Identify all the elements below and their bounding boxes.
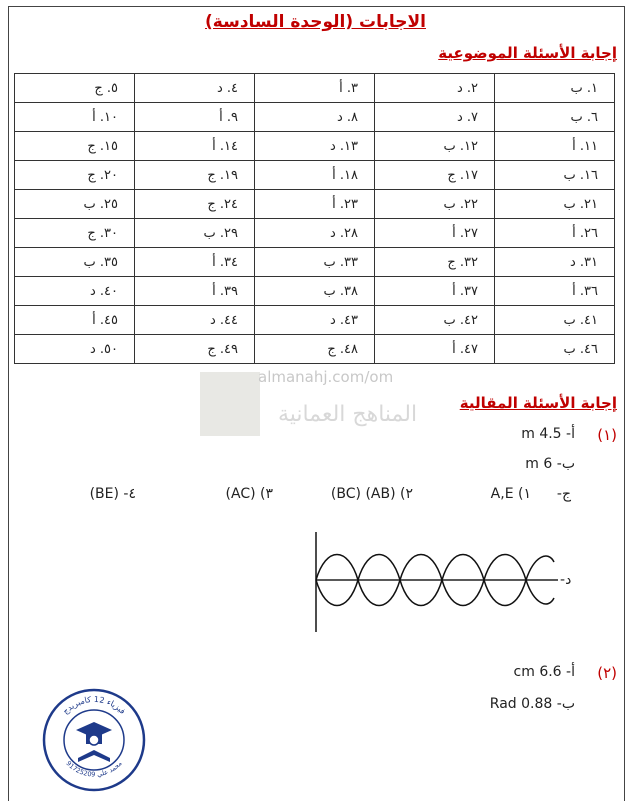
q1-c-item-2: ٢) (AB) (BC) [330, 486, 413, 502]
mcq-row [15, 190, 615, 219]
mcq-answer-cell: ٣٧. أ [375, 277, 495, 306]
mcq-answer-cell: ٤٦. ب [495, 335, 615, 364]
mcq-answer-cell: ٢. د [375, 74, 495, 103]
logo-bottom-text: محمد علي 91725209 [64, 759, 124, 779]
mcq-answer-cell: ٣٤. أ [135, 248, 255, 277]
mcq-answer-cell: ٤٩. ج [135, 335, 255, 364]
mcq-answer-cell: ١٦. ب [495, 161, 615, 190]
mcq-answer-cell: ١٠. أ [15, 103, 135, 132]
essay-heading: إجابة الأسئلة المقالية [459, 394, 617, 412]
mcq-heading: إجابة الأسئلة الموضوعية [438, 44, 617, 62]
mcq-answer-cell: ٣٥. ب [15, 248, 135, 277]
mcq-answer-cell: ٢٧. أ [375, 219, 495, 248]
mcq-answer-cell: ٢٨. د [255, 219, 375, 248]
mcq-answer-cell: ٣٩. أ [135, 277, 255, 306]
mcq-row [15, 132, 615, 161]
mcq-answer-cell: ٨. د [255, 103, 375, 132]
mcq-answer-cell: ١٣. د [255, 132, 375, 161]
mcq-answer-cell: ٣٢. ج [375, 248, 495, 277]
logo-top-text: فيزياء 12 كامبريدج [60, 694, 128, 716]
mcq-answer-cell: ٢٩. ب [135, 219, 255, 248]
q1-c-item-3: ٣) (AC) [225, 486, 273, 502]
mcq-answer-cell: ٤٧. أ [375, 335, 495, 364]
mcq-answer-cell: ١. ب [495, 74, 615, 103]
q1-c-label: ج- [556, 486, 571, 502]
school-logo-stamp [42, 688, 146, 792]
mcq-row [15, 277, 615, 306]
mcq-answer-cell: ١٩. ج [135, 161, 255, 190]
q2-answer-b: ب- 0.88 Rad [489, 696, 575, 712]
mcq-answer-cell: ٦. ب [495, 103, 615, 132]
mcq-answer-cell: ٢٦. أ [495, 219, 615, 248]
mcq-answer-cell: ٣٨. ب [255, 277, 375, 306]
mcq-answer-cell: ٤٢. ب [375, 306, 495, 335]
mcq-answer-cell: ١٢. ب [375, 132, 495, 161]
mcq-row [15, 306, 615, 335]
mcq-answer-cell: ٤٤. د [135, 306, 255, 335]
mcq-answer-cell: ٤٨. ج [255, 335, 375, 364]
mcq-answer-cell: ٣٠. ج [15, 219, 135, 248]
mcq-answer-cell: ٢٣. أ [255, 190, 375, 219]
watermark [200, 368, 460, 442]
mcq-answer-cell: ٥٠. د [15, 335, 135, 364]
mcq-answer-cell: ٢٥. ب [15, 190, 135, 219]
mcq-row [15, 248, 615, 277]
mcq-answer-cell: ١٥. ج [15, 132, 135, 161]
watermark-logo [200, 372, 260, 436]
mcq-row [15, 161, 615, 190]
mcq-answer-cell: ١٤. أ [135, 132, 255, 161]
q1-answer-a: أ- 4.5 m [521, 426, 575, 442]
mcq-row [15, 219, 615, 248]
mcq-answer-table [14, 73, 615, 364]
mcq-answer-cell: ٣٦. أ [495, 277, 615, 306]
q2-answer-a: أ- 6.6 cm [513, 664, 575, 680]
mcq-answer-cell: ٥. ج [15, 74, 135, 103]
mcq-answer-cell: ٢٠. ج [15, 161, 135, 190]
mcq-answer-cell: ٢٤. ج [135, 190, 255, 219]
mcq-answer-cell: ١٧. ج [375, 161, 495, 190]
q1-c-item-4: ٤- (BE) [89, 486, 136, 502]
watermark-arabic: المناهج العمانية [278, 402, 418, 427]
mcq-answer-cell: ٩. أ [135, 103, 255, 132]
mcq-answer-cell: ٢٢. ب [375, 190, 495, 219]
mcq-row [15, 103, 615, 132]
mcq-answer-cell: ١٨. أ [255, 161, 375, 190]
mcq-answer-cell: ٧. د [375, 103, 495, 132]
mcq-answer-cell: ٣. أ [255, 74, 375, 103]
mcq-answer-cell: ٤٠. د [15, 277, 135, 306]
mcq-answer-cell: ٣١. د [495, 248, 615, 277]
q1-d-label: -د [560, 572, 572, 588]
wave-diagram [308, 532, 562, 632]
watermark-url: almanahj.com/om [258, 368, 394, 386]
q1-number: (١) [597, 426, 617, 444]
mcq-answer-cell: ٢١. ب [495, 190, 615, 219]
mcq-answer-cell: ٤٣. د [255, 306, 375, 335]
mcq-answer-cell: ٣٣. ب [255, 248, 375, 277]
mcq-row [15, 335, 615, 364]
mcq-row [15, 74, 615, 103]
q1-c-item-1: ١) A,E [490, 486, 531, 502]
q2-number: (٢) [597, 664, 617, 682]
q1-answer-b: ب- 6 m [525, 456, 575, 472]
mcq-answer-cell: ٤١. ب [495, 306, 615, 335]
mcq-answer-cell: ٤٥. أ [15, 306, 135, 335]
page-title: الاجابات (الوحدة السادسة) [205, 12, 426, 32]
mcq-answer-cell: ١١. أ [495, 132, 615, 161]
mcq-answer-cell: ٤. د [135, 74, 255, 103]
